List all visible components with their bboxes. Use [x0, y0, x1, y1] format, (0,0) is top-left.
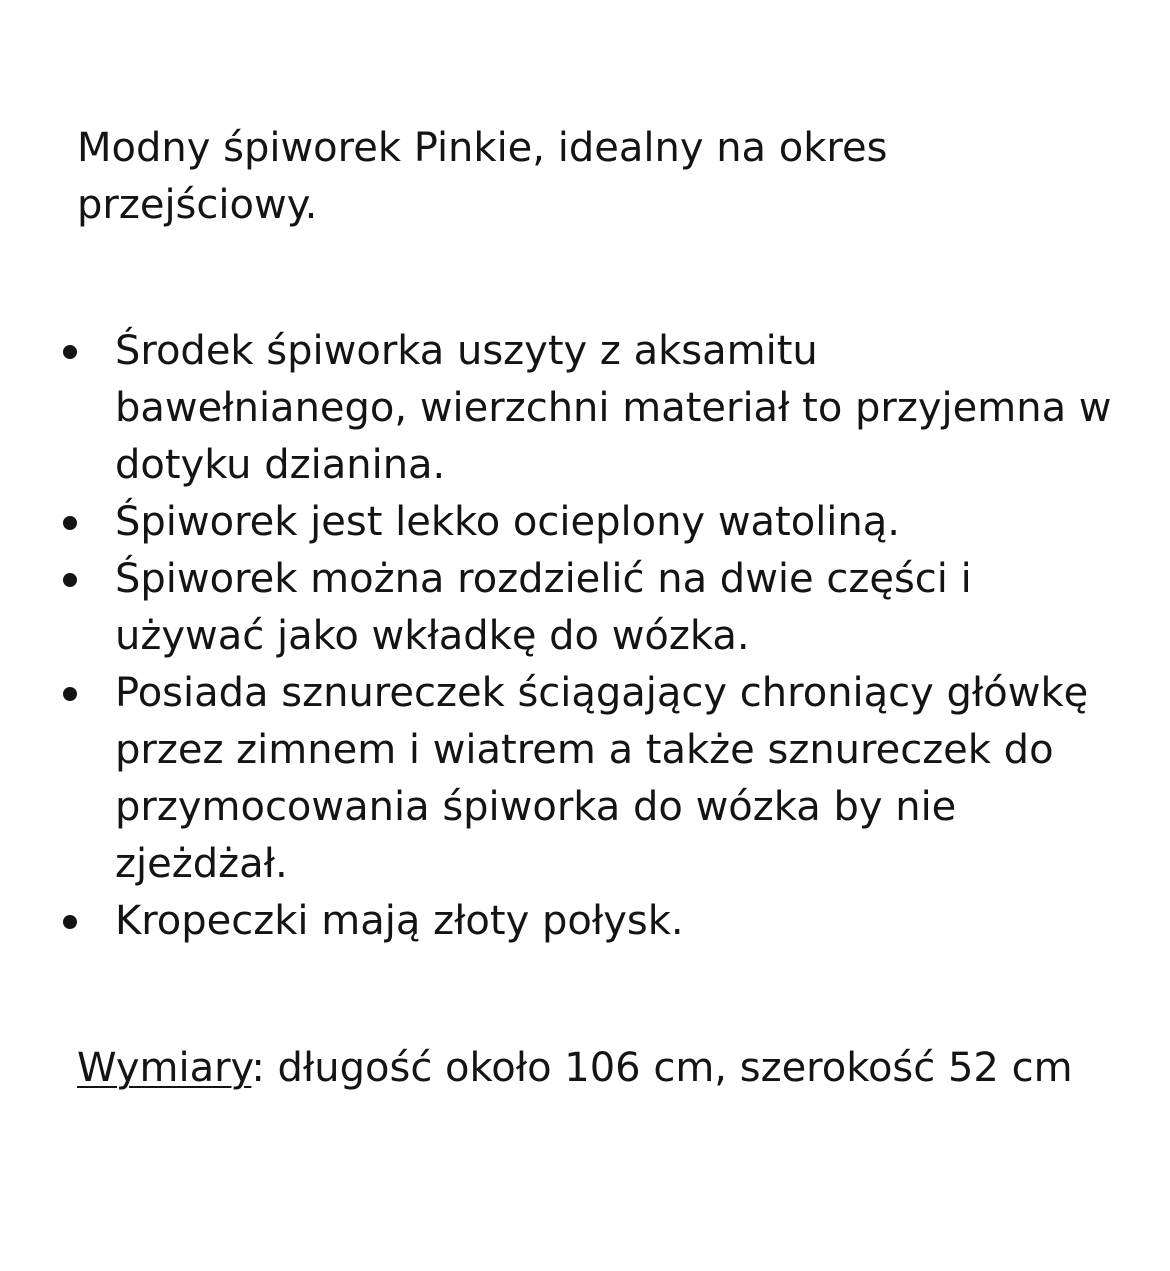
product-description: [77, 120, 1117, 1097]
list-item-text: Posiada sznureczek ściągający chroniący główkę przez zimnem i wiatrem a także sznureczek do przymocowania śpiworka do wózka by nie zjeżdżał.: [115, 670, 1089, 887]
list-item-text: Kropeczki mają złoty połysk.: [115, 898, 684, 944]
list-item: [77, 665, 1117, 893]
list-item-text: Środek śpiworka uszyty z aksamitu bawełnianego, wierzchni materiał to przyjemna w dotyku dzianina.: [115, 328, 1112, 488]
bullet-icon: [63, 573, 77, 587]
intro-paragraph: Modny śpiworek Pinkie, idealny na okres przejściowy.: [77, 125, 888, 228]
list-item: [77, 551, 1117, 665]
bullet-icon: [63, 345, 77, 359]
dimensions-value: długość około 106 cm, szerokość 52 cm: [264, 1045, 1073, 1091]
bullet-icon: [63, 516, 77, 530]
list-item: [77, 494, 1117, 551]
list-item-text: Śpiworek jest lekko ocieplony watoliną.: [115, 499, 900, 545]
feature-list: [77, 323, 1117, 950]
dimensions-label: Wymiary: [77, 1045, 252, 1091]
list-item-text: Śpiworek można rozdzielić na dwie części i używać jako wkładkę do wózka.: [115, 556, 972, 659]
bullet-icon: [63, 687, 77, 701]
dimensions-paragraph: [77, 1040, 1117, 1097]
list-item: [77, 893, 1117, 950]
bullet-icon: [63, 915, 77, 929]
list-item: [77, 323, 1117, 494]
dimensions-separator: :: [251, 1045, 265, 1091]
